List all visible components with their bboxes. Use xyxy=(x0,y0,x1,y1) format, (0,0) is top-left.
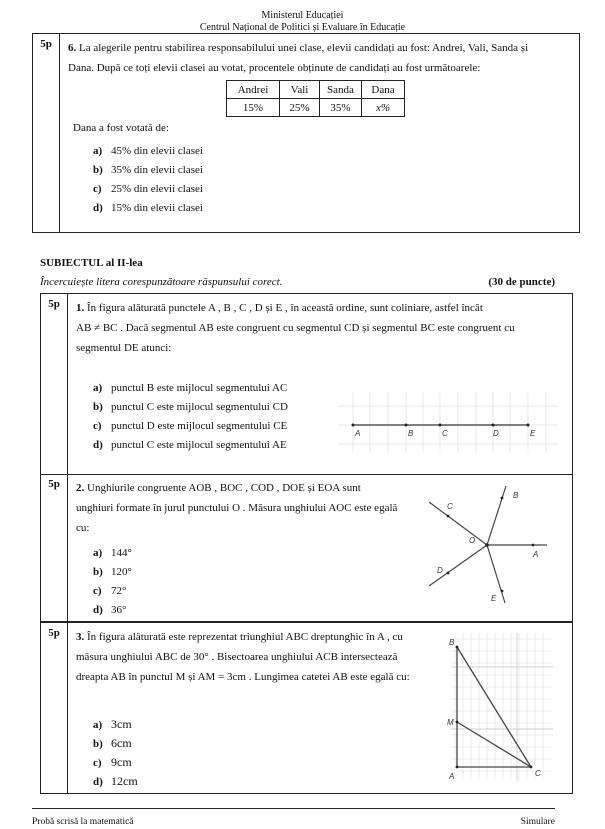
question-text-line: AB ≠ BC . Dacă segmentul AB este congruent cu segmentul CD și segmentul BC este congruent cu xyxy=(76,322,515,334)
option-letter: a) xyxy=(93,547,103,559)
point-label-d: D xyxy=(437,566,443,575)
option-letter: a) xyxy=(93,382,103,394)
question-text-line: segmentul DE atunci: xyxy=(76,342,172,354)
point-label-a: A xyxy=(355,429,361,438)
question-text-line: La alegerile pentru stabilirea responsabilului unei clase, elevii candidați au fost: Andrei, Vali, Sanda și xyxy=(79,42,529,54)
angles-figure xyxy=(421,480,561,610)
option-a[interactable] xyxy=(93,715,138,734)
option-text: 3cm xyxy=(111,717,132,731)
point-label-o: O xyxy=(469,536,476,545)
question-6-box xyxy=(32,33,580,233)
question-1-text xyxy=(76,298,564,358)
option-letter: a) xyxy=(93,145,103,157)
question-2-text xyxy=(76,478,422,538)
option-text: punctul B este mijlocul segmentului AC xyxy=(111,382,288,394)
option-d[interactable] xyxy=(93,772,138,791)
option-letter: b) xyxy=(93,566,103,578)
question-text-line: În figura alăturată este reprezentat triunghiul ABC dreptunghic în A , cu xyxy=(87,631,403,643)
answer-options xyxy=(93,379,288,455)
ministry-name: Ministerul Educației xyxy=(261,10,344,21)
point-label-a: A xyxy=(533,550,539,559)
section-title: SUBIECTUL al II-lea xyxy=(40,257,143,269)
collinear-points-figure xyxy=(338,392,558,452)
question-text-line: Dana. După ce toți elevii clasei au votat, procentele obținute de candidați au fost următoarele: xyxy=(68,62,481,74)
question-text-line: dreapta AB în punctul M și AM = 3cm . Lungimea catetei AB este egală cu: xyxy=(76,671,410,683)
question-2-box xyxy=(40,474,573,622)
option-text: 35% din elevii clasei xyxy=(111,164,203,176)
document-header xyxy=(0,10,605,34)
table-cell: 15% xyxy=(227,99,280,117)
option-b[interactable] xyxy=(93,734,138,753)
point-label-b: B xyxy=(408,429,414,438)
option-a[interactable] xyxy=(93,142,203,161)
option-text: punctul D este mijlocul segmentului CE xyxy=(111,420,288,432)
answer-options xyxy=(93,142,203,218)
section-score: (30 de puncte) xyxy=(488,276,555,288)
option-c[interactable] xyxy=(93,417,288,436)
option-text: 15% din elevii clasei xyxy=(111,202,203,214)
prompt: Dana a fost votată de: xyxy=(73,122,169,134)
question-text-line: unghiuri formate în jurul punctului O . Măsura unghiului AOC este egală xyxy=(76,502,398,514)
table-header-cell: Sanda xyxy=(320,81,362,99)
table-header-cell: Vali xyxy=(280,81,320,99)
option-text: 6cm xyxy=(111,736,132,750)
option-a[interactable] xyxy=(93,379,288,398)
footer-exam-type: Simulare xyxy=(520,817,555,827)
table-header-cell: Andrei xyxy=(227,81,280,99)
option-text: 120° xyxy=(111,566,132,578)
point-label-m: M xyxy=(447,718,454,727)
question-text-line: măsura unghiului ABC de 30° . Bisectoarea unghiului ACB intersectează xyxy=(76,651,398,663)
question-3-box xyxy=(40,622,573,794)
option-letter: d) xyxy=(93,604,103,616)
point-label-c: C xyxy=(447,502,453,511)
question-text-line: cu: xyxy=(76,522,90,534)
option-d[interactable] xyxy=(93,199,203,218)
option-letter: d) xyxy=(93,439,103,451)
option-text: 45% din elevii clasei xyxy=(111,145,203,157)
option-text: 144° xyxy=(111,547,132,559)
point-label-e: E xyxy=(491,594,497,603)
option-letter: c) xyxy=(93,585,102,597)
option-letter: c) xyxy=(93,757,102,769)
answer-options xyxy=(93,715,138,791)
option-letter: c) xyxy=(93,183,102,195)
option-text: 12cm xyxy=(111,774,138,788)
question-6-text xyxy=(68,38,571,78)
option-d[interactable] xyxy=(93,436,288,455)
center-name: Centrul Național de Politici și Evaluare în Educație xyxy=(199,22,406,33)
table-header-row xyxy=(227,81,405,99)
points-label: 5p xyxy=(41,474,68,621)
option-b[interactable] xyxy=(93,398,288,417)
option-letter: b) xyxy=(93,401,103,413)
option-letter: b) xyxy=(93,738,103,750)
points-label: 5p xyxy=(41,623,68,793)
option-text: 36° xyxy=(111,604,127,616)
option-c[interactable] xyxy=(93,753,138,772)
table-cell: 35% xyxy=(320,99,362,117)
point-label-d: D xyxy=(493,429,499,438)
option-letter: b) xyxy=(93,164,103,176)
table-cell: x% xyxy=(362,99,405,117)
votes-table xyxy=(226,80,405,117)
question-number: 2. xyxy=(76,482,85,494)
question-1-box xyxy=(40,293,573,475)
option-a[interactable] xyxy=(93,544,132,563)
question-number: 1. xyxy=(76,302,85,314)
option-text: 72° xyxy=(111,585,127,597)
question-number: 6. xyxy=(68,42,77,54)
option-letter: c) xyxy=(93,420,102,432)
option-letter: d) xyxy=(93,202,103,214)
point-label-b: B xyxy=(513,491,519,500)
table-cell: 25% xyxy=(280,99,320,117)
question-3-text xyxy=(76,627,450,687)
option-text: punctul C este mijlocul segmentului AE xyxy=(111,439,287,451)
page-footer xyxy=(32,808,555,827)
question-text-line: În figura alăturată punctele A , B , C , D și E , în această ordine, sunt coliniare, astfel încât xyxy=(87,302,483,314)
point-label-c: C xyxy=(535,769,541,778)
point-label-e: E xyxy=(530,429,536,438)
option-d[interactable] xyxy=(93,601,132,620)
option-c[interactable] xyxy=(93,180,203,199)
footer-exam-name: Probă scrisă la matematică xyxy=(32,817,134,827)
triangle-figure xyxy=(447,633,553,783)
option-b[interactable] xyxy=(93,563,132,582)
option-text: 9cm xyxy=(111,755,132,769)
answer-options xyxy=(93,544,132,620)
table-header-cell: Dana xyxy=(362,81,405,99)
option-text: punctul C este mijlocul segmentului CD xyxy=(111,401,288,413)
points-label: 5p xyxy=(33,34,60,232)
option-text: 25% din elevii clasei xyxy=(111,183,203,195)
option-c[interactable] xyxy=(93,582,132,601)
point-label-b: B xyxy=(449,638,455,647)
option-letter: a) xyxy=(93,719,103,731)
points-label: 5p xyxy=(41,294,68,474)
table-row xyxy=(227,99,405,117)
section-instruction: Încercuiește litera corespunzătoare răspunsului corect. xyxy=(40,276,283,288)
question-text-line: Unghiurile congruente AOB , BOC , COD , DOE și EOA sunt xyxy=(87,482,361,494)
point-label-c: C xyxy=(442,429,448,438)
option-letter: d) xyxy=(93,776,103,788)
option-b[interactable] xyxy=(93,161,203,180)
question-number: 3. xyxy=(76,631,85,643)
point-label-a: A xyxy=(449,772,455,781)
